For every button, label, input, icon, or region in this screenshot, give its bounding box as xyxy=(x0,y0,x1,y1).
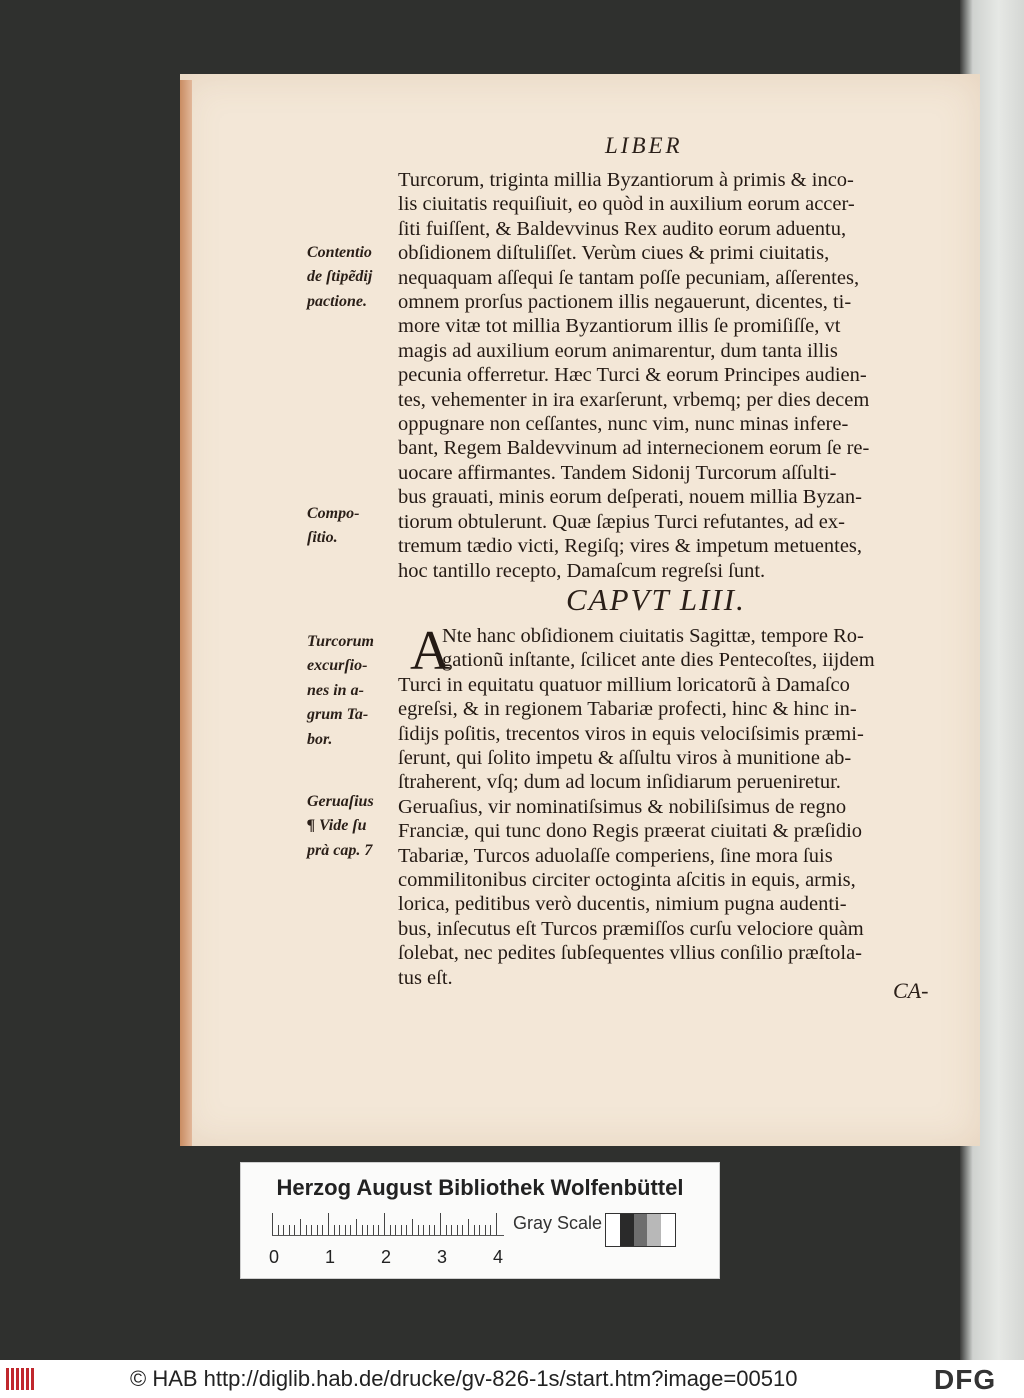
ruler-tick xyxy=(356,1219,357,1235)
text-line: egreſsi, & in regionem Tabariæ profecti, hinc & hinc in- xyxy=(398,698,857,721)
ruler-tick xyxy=(362,1225,363,1235)
ruler-tick xyxy=(434,1225,435,1235)
ruler-tick xyxy=(294,1225,295,1235)
text-line: bus, inſecutus eſt Turcos præmiſſos curſu velociore quàm xyxy=(398,917,864,940)
text-line: bus grauati, minis eorum deſperati, nouem millia Byzan- xyxy=(398,486,862,509)
margin-note-line: Turcorum xyxy=(307,633,374,650)
text-line: magis ad auxilium eorum animarentur, dum tanta illis xyxy=(398,339,838,362)
ruler-tick xyxy=(423,1225,424,1235)
text-line: uocare affirmantes. Tandem Sidonij Turcorum aſſulti- xyxy=(398,461,837,484)
ruler-tick xyxy=(490,1225,491,1235)
margin-note-line: grum Ta- xyxy=(307,706,369,724)
ruler-tick xyxy=(496,1213,497,1235)
ruler-tick xyxy=(339,1225,340,1235)
ruler-tick xyxy=(322,1225,323,1235)
gray-scale-label: Gray Scale xyxy=(513,1213,603,1233)
ruler-tick xyxy=(283,1225,284,1235)
text-line: nequaquam aſſequi ſe tantam poſſe pecuniam, aſſerentes, xyxy=(398,266,860,289)
text-line: Turci in equitatu quatuor millium loricatorũ à Damaſco xyxy=(398,673,850,696)
ruler-tick xyxy=(401,1225,402,1235)
ruler-tick xyxy=(289,1225,290,1235)
catchword: CA- xyxy=(893,978,929,1003)
text-line: Tabariæ, Turcos aduolaſſe comperiens, ſine mora ſuis xyxy=(398,844,833,867)
margin-note-contentio xyxy=(307,241,402,314)
ruler-tick xyxy=(384,1213,385,1235)
gray-scale-swatches xyxy=(605,1213,676,1247)
dfg-logo: DFG xyxy=(934,1364,997,1395)
ruler-tick xyxy=(311,1225,312,1235)
margin-note-line: prà cap. 7 xyxy=(307,841,373,859)
margin-note-line: Geruaſius xyxy=(307,793,374,810)
text-line: oppugnare non ceſſantes, nunc vim, nunc minas infere- xyxy=(398,413,849,436)
text-line: tiorum obtulerunt. Quæ ſæpius Turci refutantes, ad ex- xyxy=(398,510,845,533)
ruler-tick xyxy=(334,1225,335,1235)
ruler-tick xyxy=(451,1225,452,1235)
ruler-tick xyxy=(395,1225,396,1235)
text-line: ſiti fuiſſent, & Baldevvinus Rex audito eorum aduentu, xyxy=(398,217,847,240)
ruler-tick xyxy=(418,1225,419,1235)
ruler-tick xyxy=(272,1213,273,1235)
text-line: commilitonibus circiter octoginta aſcitis in equis, armis, xyxy=(398,869,856,892)
library-label-card xyxy=(240,1162,720,1279)
ruler-tick xyxy=(406,1225,407,1235)
ruler-tick xyxy=(278,1225,279,1235)
margin-note-geruasius xyxy=(307,790,402,863)
text-line: bant, Regem Baldevvinum ad internecionem eorum ſe re- xyxy=(398,437,870,460)
gray-swatch xyxy=(606,1214,620,1246)
ruler-number: 2 xyxy=(380,1247,391,1267)
ruler-tick xyxy=(306,1225,307,1235)
text-line: hoc tantillo recepto, Damaſcum regreſsi ſunt. xyxy=(398,559,766,582)
footer-url[interactable]: © HAB http://diglib.hab.de/drucke/gv-826-1s/start.htm?image=00510 xyxy=(130,1366,798,1391)
ruler-number: 1 xyxy=(324,1247,335,1267)
ruler-tick xyxy=(350,1225,351,1235)
ruler-tick xyxy=(462,1225,463,1235)
ruler-number: 3 xyxy=(436,1247,447,1267)
text-line: ſerunt, qui ſolito impetu & aſſultu viros à munitione ab- xyxy=(398,747,852,770)
ruler-tick xyxy=(412,1219,413,1235)
ruler-tick xyxy=(485,1225,486,1235)
ruler-number: 4 xyxy=(492,1247,503,1267)
text-line: lorica, peditibus verò ducentis, nimium pugna audenti- xyxy=(398,893,847,916)
margin-note-line: de ſtipẽdij xyxy=(307,268,373,286)
ruler-tick xyxy=(317,1225,318,1235)
text-line: Geruaſius, vir nominatiſsimus & nobiliſsimus de regno xyxy=(398,795,847,818)
hab-logo-icon xyxy=(6,1368,40,1390)
margin-note-turcorum xyxy=(307,630,402,752)
ruler-tick xyxy=(468,1219,469,1235)
margin-note-line: ſitio. xyxy=(307,529,338,547)
body-text-top xyxy=(398,168,943,583)
chapter-title: CAPVT LIII. xyxy=(566,582,746,617)
margin-note-line: ¶ Vide ſu xyxy=(307,817,367,835)
ruler-tick xyxy=(474,1225,475,1235)
ruler-tick xyxy=(446,1225,447,1235)
ruler-number: 0 xyxy=(268,1247,279,1267)
ruler-tick xyxy=(300,1219,301,1235)
text-line: ſtraherent, vſq; dum ad locum inſidiarum perueniretur. xyxy=(398,771,841,794)
body-text-chapter xyxy=(398,620,943,990)
ruler-tick xyxy=(367,1225,368,1235)
gray-swatch xyxy=(634,1214,648,1246)
ruler-tick xyxy=(429,1225,430,1235)
ruler-tick xyxy=(378,1225,379,1235)
text-line: omnem prorſus pactionem illis negauerunt, dicentes, ti- xyxy=(398,291,852,314)
footer-bar xyxy=(0,1360,1024,1398)
text-line: Franciæ, qui tunc dono Regis præerat ciuitati & præſidio xyxy=(398,820,863,843)
text-line: Nte hanc obſidionem ciuitatis Sagittæ, tempore Ro- xyxy=(442,625,864,647)
text-line: ſolebat, nec pedites ſubſequentes vllius conſilio præſtola- xyxy=(398,942,862,965)
page-edge xyxy=(180,80,192,1146)
text-line: obſidionem diſtuliſſet. Verùm ciues & primi ciuitatis, xyxy=(398,242,830,265)
running-head: LIBER xyxy=(605,133,683,158)
text-line: pecunia offerretur. Hæc Turci & eorum Principes audien- xyxy=(398,364,867,387)
text-line: more vitæ tot millia Byzantiorum illis ſe promiſiſſe, vt xyxy=(398,315,841,338)
ruler-tick xyxy=(390,1225,391,1235)
text-line: gationũ inſtante, ſcilicet ante dies Pentecoſtes, iijdem xyxy=(442,649,875,672)
margin-note-line: nes in a- xyxy=(307,681,364,699)
margin-note-line: pactione. xyxy=(307,292,367,310)
text-line: Turcorum, triginta millia Byzantiorum à primis & inco- xyxy=(398,169,854,191)
library-name: Herzog August Bibliothek Wolfenbüttel xyxy=(276,1175,684,1200)
gray-swatch xyxy=(620,1214,634,1246)
drop-cap: A xyxy=(410,620,451,682)
margin-note-compositio xyxy=(307,502,402,551)
text-line: lis ciuitatis requiſiuit, eo quòd in auxilium eorum accer- xyxy=(398,193,855,216)
ruler-tick xyxy=(440,1213,441,1235)
text-line: tus eſt. xyxy=(398,966,453,989)
margin-note-line: bor. xyxy=(307,730,333,748)
margin-note-line: excurſio- xyxy=(307,657,368,675)
ruler-tick xyxy=(328,1213,329,1235)
text-line: ſidijs poſitis, trecentos viros in equis velociſsimis præmi- xyxy=(398,722,864,745)
ruler xyxy=(272,1213,504,1236)
margin-note-line: Contentio xyxy=(307,244,372,261)
margin-note-line: Compo- xyxy=(307,505,360,522)
gray-swatch xyxy=(647,1214,661,1246)
text-line: tes, vehementer in ira exarſerunt, vrbemq; per dies decem xyxy=(398,388,870,411)
ruler-tick xyxy=(457,1225,458,1235)
ruler-tick xyxy=(373,1225,374,1235)
ruler-tick xyxy=(345,1225,346,1235)
ruler-tick xyxy=(479,1225,480,1235)
gray-swatch xyxy=(661,1214,675,1246)
text-line: tremum tædio victi, Regiſq; vires & impetum metuentes, xyxy=(398,535,863,558)
